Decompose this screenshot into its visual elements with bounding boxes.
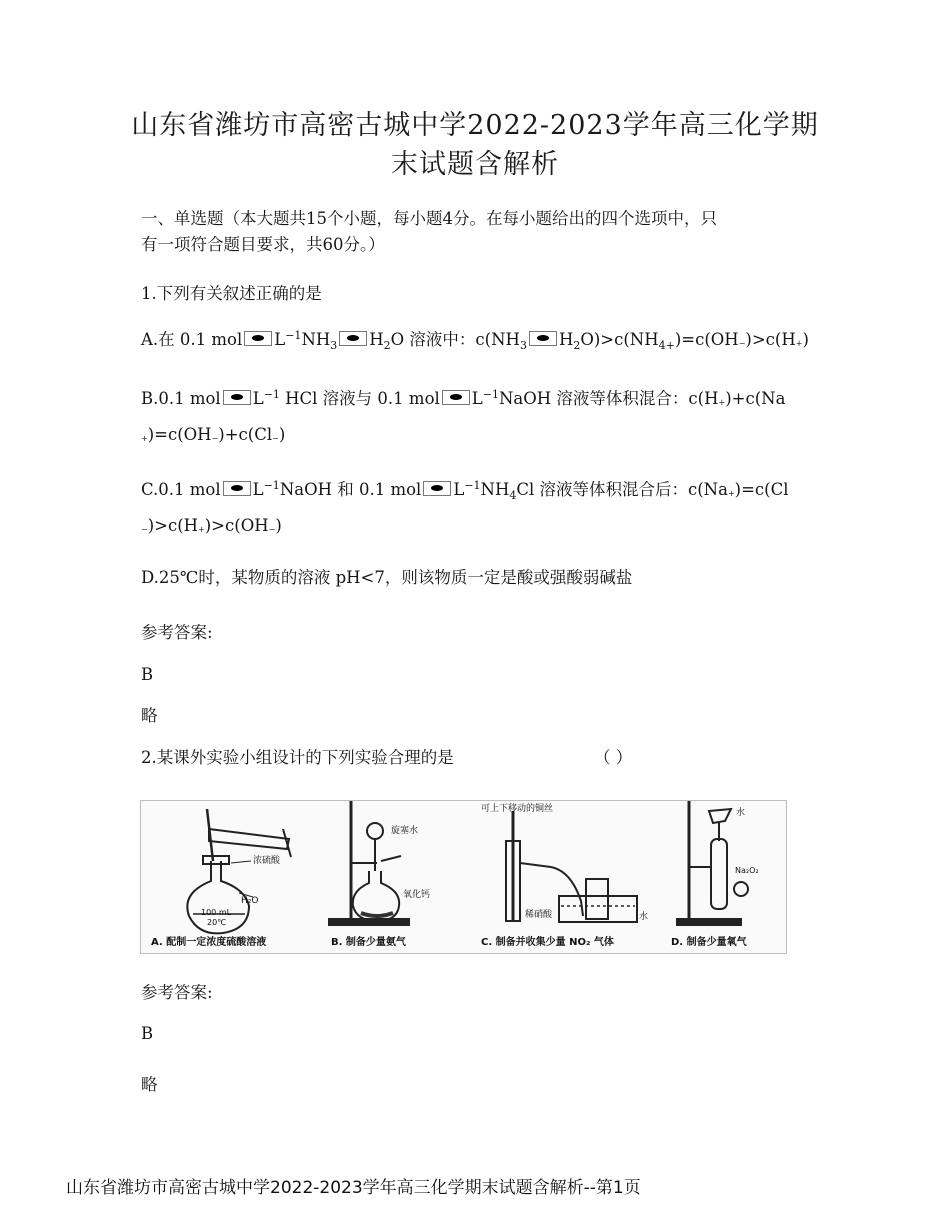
multiply-dot-icon	[223, 390, 251, 405]
caption-a: A. 配制一定浓度硫酸溶液	[151, 937, 267, 948]
q2-stem: 2.某课外实验小组设计的下列实验合理的是	[141, 748, 454, 767]
q2-apparatus-figure	[140, 800, 787, 954]
page-footer: 山东省潍坊市高密古城中学2022-2023学年高三化学期末试题含解析--第1页	[66, 1178, 641, 1198]
caption-c: C. 制备并收集少量 NO₂ 气体	[481, 937, 614, 948]
caption-b: B. 制备少量氨气	[331, 937, 406, 948]
multiply-dot-icon	[442, 390, 470, 405]
label-c-acid: 稀硝酸	[525, 910, 553, 920]
page-title-line1: 山东省潍坊市高密古城中学2022-2023学年高三化学期	[131, 110, 819, 141]
multiply-dot-icon	[339, 331, 367, 346]
multiply-dot-icon	[423, 481, 451, 496]
section-heading-line2: 有一项符合题目要求，共60分。）	[141, 235, 385, 254]
q1-explanation: 略	[141, 706, 158, 725]
q1-option-b-line1: B.0.1 mol $L^{-1}$ HCl 溶液与 0.1 mol $L^{-1}NaOH$ 溶液等体积混合：$c(H_+)+c(Na$	[141, 388, 786, 408]
q1-answer-label: 参考答案:	[141, 623, 213, 642]
q2-answer-blank: （ ）	[594, 748, 633, 767]
section-heading-line1: 一、单选题（本大题共15个小题，每小题4分。在每小题给出的四个选项中，只	[141, 209, 717, 228]
multiply-dot-icon	[244, 331, 272, 346]
label-a-water: H₂O	[241, 896, 259, 906]
caption-d: D. 制备少量氧气	[671, 937, 747, 948]
label-c-water: 水	[639, 912, 649, 922]
q1-option-b-line2: $_+)=c(OH_-)+c(Cl_-)$	[141, 425, 286, 444]
apparatus-c	[506, 811, 637, 922]
q1-stem: 1.下列有关叙述正确的是	[141, 284, 322, 303]
q1-option-d: D.25℃时，某物质的溶液 pH<7，则该物质一定是酸或强酸弱碱盐	[141, 568, 633, 587]
label-b-water: 旋塞水	[391, 826, 419, 836]
multiply-dot-icon	[223, 481, 251, 496]
multiply-dot-icon	[529, 331, 557, 346]
label-d-water: 水	[736, 808, 746, 818]
apparatus-d	[677, 801, 748, 925]
q1-option-c-line2: $_-)>c(H_+)>c(OH_-)$	[141, 516, 282, 535]
q1-answer: B	[141, 665, 154, 684]
q1-option-a: A.在 0.1 mol $L^{-1}NH_3$ $H_2O$ 溶液中：$c(NH_3$ $H_2O)>c(NH_{4+})=c(OH_-)>c(H_+)$	[141, 329, 809, 352]
q1-option-c-line1: C.0.1 mol $L^{-1}NaOH$ 和 0.1 mol $L^{-1}NH_4Cl$ 溶液等体积混合后：$c(Na_+)=c(Cl$	[141, 479, 789, 502]
label-a-flask-volume: 100 mL	[201, 908, 232, 917]
label-b-oxide: 氧化钙	[403, 890, 431, 900]
label-a-acid: 浓硫酸	[253, 856, 281, 866]
label-d-na2o2: Na₂O₂	[735, 866, 759, 875]
label-c-copper-wire: 可上下移动的铜丝	[481, 804, 554, 814]
label-a-flask-temp: 20℃	[207, 918, 227, 927]
apparatus-b	[329, 801, 409, 925]
q2-answer: B	[141, 1024, 154, 1043]
q2-explanation: 略	[141, 1075, 158, 1094]
page-title-line2: 末试题含解析	[391, 149, 559, 180]
q2-answer-label: 参考答案:	[141, 983, 213, 1002]
